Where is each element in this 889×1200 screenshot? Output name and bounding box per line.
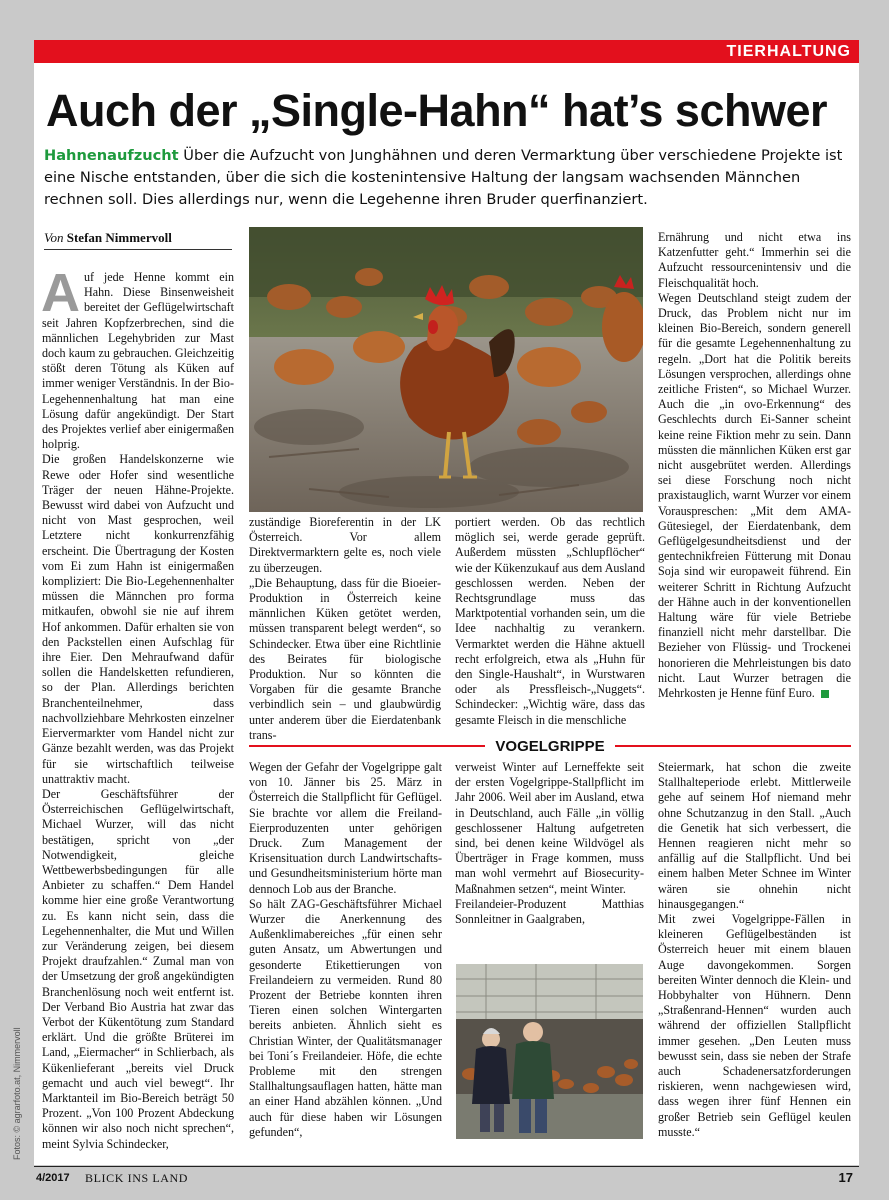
article-paragraph: portiert werden. Ob das rechtlich möglich sei, werde gerade geprüft. Außerdem müssten „Schlupflöcher“ wie der Kükenzukauf aus dem Ausland geschlossen werden. Neben der Rechtsgrundlage muss das Marktpotential vorhanden sein, um die Idee nachhaltig zu verankern. Vermarktet werden die Hähne aktuell recht erfolgreich, etwa als „Huhn für den Single-Haushalt“, in Wurstwaren oder als Pressfleisch-„Nuggets“. Schindecker: „Wichtig wäre, dass das gesamte Fleisch in die menschliche	[455, 515, 645, 727]
vogelgrippe-column-1	[249, 760, 442, 1140]
vogelgrippe-column-2	[455, 760, 644, 927]
article-paragraph: Ernährung und nicht etwa ins Katzenfutter geht.“ Immerhin sei die Aufzucht ressourcenintensiv und die Fleischqualität hoch.	[658, 230, 851, 290]
vogelgrippe-paragraph: Freilandeier-Produzent Matthias Sonnleitner in Gaalgraben,	[455, 896, 644, 927]
article-paragraph: Der Geschäftsführer der Österreichischen Geflügelwirtschaft, Michael Wurzer, will das nicht bestätigen, spricht von „der Notwendigkeit, gleiche Wettbewerbsbedingungen für alle Anbieter zu schaffen.“ Dem Handel komme hier eine große Verantwortung zu. Es kann nicht sein, dass die Legehennenhalter, die Mut und Willen zur Veränderung zeigen, bei diesem Projekt draufzahlen.“ Zumal man von der Umsetzung der groß angekündigten Branchenlösung noch weit entfernt ist. Der Verband Bio Austria hat zwar das Verbot der Kükentötung zum Standard erklärt. Und die größte Brüterei im Land, „Eiermacher“ in Schlierbach, als Kükenlieferant „bereits viel Druck gemacht und auch viel bewegt“. Ihr Marktanteil im Bio-Bereich beträgt 50 Prozent. „Von 100 Prozent Abdeckung können wir also noch nicht sprechen“, meint Sylvia Schindecker,	[42, 786, 234, 1151]
magazine-page	[34, 40, 859, 1165]
byline-author: Stefan Nimmervoll	[66, 230, 172, 245]
footer-divider	[34, 1166, 859, 1167]
lead-kicker: Hahnenaufzucht	[44, 147, 179, 164]
article-headline	[46, 85, 856, 136]
page-number: 17	[838, 1170, 853, 1185]
article-paragraph: uf jede Henne kommt ein Hahn. Diese Binsenweisheit bereitet der Geflügelwirtschaft seit Jahren Kopfzerbrechen, sind die männlichen Legehybriden zur Mast doch kaum zu gebrauchen. Gleichzeitig stößt deren Tötung als Küken auf immer weniger Verständnis. In der Bio-Legehennenhaltung hat man eine Lösung dafür angekündigt. Der Start des Projektes verlief aber einigermaßen holprig.	[42, 270, 234, 452]
vogelgrippe-paragraph: Wegen der Gefahr der Vogelgrippe galt von 10. Jänner bis 25. März in Österreich die Stallpflicht für Geflügel. Sie brachte vor allem die Freiland-Eierproduzenten unter gehörigen Druck. Zum Management der Krisensituation durch Landwirtschafts- und Gesundheitsministerium hörte man dennoch Lob aus der Branche.	[249, 760, 442, 896]
article-paragraph	[658, 291, 851, 701]
vogelgrippe-header	[249, 738, 851, 756]
section-tag: TIERHALTUNG	[726, 43, 851, 60]
photo-credit	[2, 1025, 22, 1160]
vogelgrippe-paragraph: Steiermark, hat schon die zweite Stallhalteperiode erlebt. Mittlerweile gehe auf seinem Hof niemand mehr ohne Schutzanzug in den Stall. „Auch die Genetik hat sich verbessert, die Hennen reagieren nicht mehr so anfällig auf die Stallpflicht. Und bei einem halben Meter Schnee im Winter wären sie ohnehin nicht hinausgegangen.“	[658, 760, 851, 911]
section-header-bar	[34, 40, 859, 63]
article-column-4	[658, 230, 851, 701]
vogelgrippe-paragraph: Mit zwei Vogelgrippe-Fällen in kleineren Geflügelbeständen ist Österreich heuer mit einem blauen Auge davongekommen. Sorgen bereiten Winter dennoch die Klein- und Hobbyhalter von Hühnern. Denn „Straßenrand-Hennen“ wurden auch während der offiziellen Stallpflicht immer gesehen. „Den Leuten muss bewusst sein, dass sie neben der Strafe auch Schadenersatzforderungen riskieren, wenn nachgewiesen wird, dass wegen ihrer fünf Hennen ein großer Betrieb sein Geflügel keulen musste.“	[658, 912, 851, 1139]
byline-prefix: Von	[44, 230, 64, 245]
drop-cap: A	[41, 263, 80, 323]
vogelgrippe-paragraph: verweist Winter auf Lerneffekte seit der ersten Vogelgrippe-Stallpflicht im Jahr 2006. Weil aber im Ausland, etwa in Deutschland, auch Fälle „in völlig geschlossener Haltung aufgetreten sind, bei denen keine Wildvögel als Überträger in Frage kommen, muss man wohl vermehrt auf Biosecurity-Maßnahmen setzen“, meint Winter.	[455, 760, 644, 896]
lead-text: Über die Aufzucht von Junghähnen und deren Vermarktung über verschiedene Projekte ist eine Nische entstanden, über die sich die kostenintensive Haltung der langsam wachsenden Männchen rechnen soll. Dies allerdings nur, wenn die Legehenne ihren Bruder querfinanziert.	[44, 147, 843, 208]
article-paragraph: zuständige Bioreferentin in der LK Österreich. Vor allem Direktvermarktern gelte es, noch viele zu überzeugen.	[249, 515, 441, 575]
farmers-photo	[456, 964, 643, 1139]
article-paragraph: „Die Behauptung, dass für die Bioeier-Produktion in Österreich keine männlichen Küken getötet werden, müssen transparent belegt werden“, so Schindecker. Etwa über eine Richtlinie des Beirates für biologische Produktion. Nur so könnten die Vorgaben für die gesamte Branche verbindlich sein – und glaubwürdig unter anderem über die Eierdatenbank trans-	[249, 575, 441, 742]
article-paragraph-text: Wegen Deutschland steigt zudem der Druck, das Problem nicht nur im kleinen Bio-Bereich, sondern generell für die gesamte Legehennenhaltung zu regeln. „Dort hat die Politik bereits Lösungen versprochen, allerdings ohne zeitliche Fristen“, so Michael Wurzer. Auch die „in ovo-Erkennung“ des Geschlechts durch Ei-Sanner scheint keine reine Fiktion mehr zu sein. Dann müssten die männlichen Küken erst gar nicht ausgebrütet werden. Allerdings sei diese Forschung noch nicht praxistauglich, warnt Wurzer vor einem Vorauspreschen: „Mit dem AMA-Gütesiegel, der Eierdatenbank, dem Geflügelgesundheitsdienst und der gentechnikfreien Fütterung mit Donau Soja sind wir europaweit führend. Ein weiterer Schritt in Richtung Aufzucht der Hähne auch in der konventionellen Haltung wäre für viele Betriebe finanziell nicht mehr darstellbar. Die Bezieher von Flüssig- und Trockenei honorieren die Mehrleistungen bis dato nicht. Laut Wurzer betragen die Mehrkosten je Henne fünf Euro.	[658, 290, 851, 701]
article-column-2	[249, 515, 441, 743]
headline-light-part: hat’s schwer	[550, 85, 827, 136]
article-column-1	[41, 263, 234, 1152]
vogelgrippe-column-3	[658, 760, 851, 1140]
farmers-photo-illustration	[456, 964, 643, 1139]
headline-bold-part: Auch der „Single-Hahn“	[46, 85, 551, 136]
photo-credit-text: Fotos: © agrarfoto.at, Nimmervoll	[12, 1027, 22, 1160]
rooster-photo	[249, 227, 643, 512]
article-lead	[44, 145, 849, 211]
article-paragraph: Die großen Handelskonzerne wie Rewe oder Hofer sind wesentliche Träger der neuen Hähne-Projekte. Bewusst wird dabei von Aufzucht und nicht von Mast gesprochen, weil Letztere nicht konkurrenzfähig erscheint. Die Übertragung der Kosten vom Ei zum Hahn ist einigermaßen kompliziert: Die Bio-Legehennenhalter müssen die Männchen pro forma mitkaufen, obwohl sie nie auf ihrem Hof ankommen. Dafür erhalten sie von den Packstellen einen Aufschlag für ihre Eier. Den Mehraufwand dafür sollen die Handelsketten refundieren, so der Plan. Allerdings berichten Branchenteilnehmer, dass nachvollziehbare Mehrkosten einzelner Eiervermarkter vom Handel nicht zur Gänze bezahlt werden, was das Projekt für sie wirtschaftlich teilweise unattraktiv macht.	[42, 452, 234, 786]
footer-issue: 4/2017	[36, 1172, 70, 1184]
end-of-article-mark	[821, 690, 829, 698]
article-column-3	[455, 515, 645, 728]
rooster-photo-illustration	[249, 227, 643, 512]
vogelgrippe-title: VOGELGRIPPE	[485, 738, 614, 756]
footer-magazine-name: BLICK INS LAND	[85, 1171, 189, 1185]
vogelgrippe-paragraph: So hält ZAG-Geschäftsführer Michael Wurzer die Anerkennung des Außenklimabereiches „für einen sehr guten Ansatz, um Abwertungen und gesonderte Etikettierungen von Freilandeiern zu vermeiden. Rund 80 Prozent der Betriebe konnten ihren Tieren einen solchen Wintergarten bereits anbieten. Ähnlich sieht es Christian Winter, der Qualitätsmanager bei Toni´s Freilandeier. Höfe, die echte Probleme mit den strengen Stallhaltungsauflagen hatten, hätte man an einer Hand abzählen können. „Und auch für diese haben wir Lösungen gefunden“,	[249, 896, 442, 1139]
byline	[44, 230, 232, 250]
